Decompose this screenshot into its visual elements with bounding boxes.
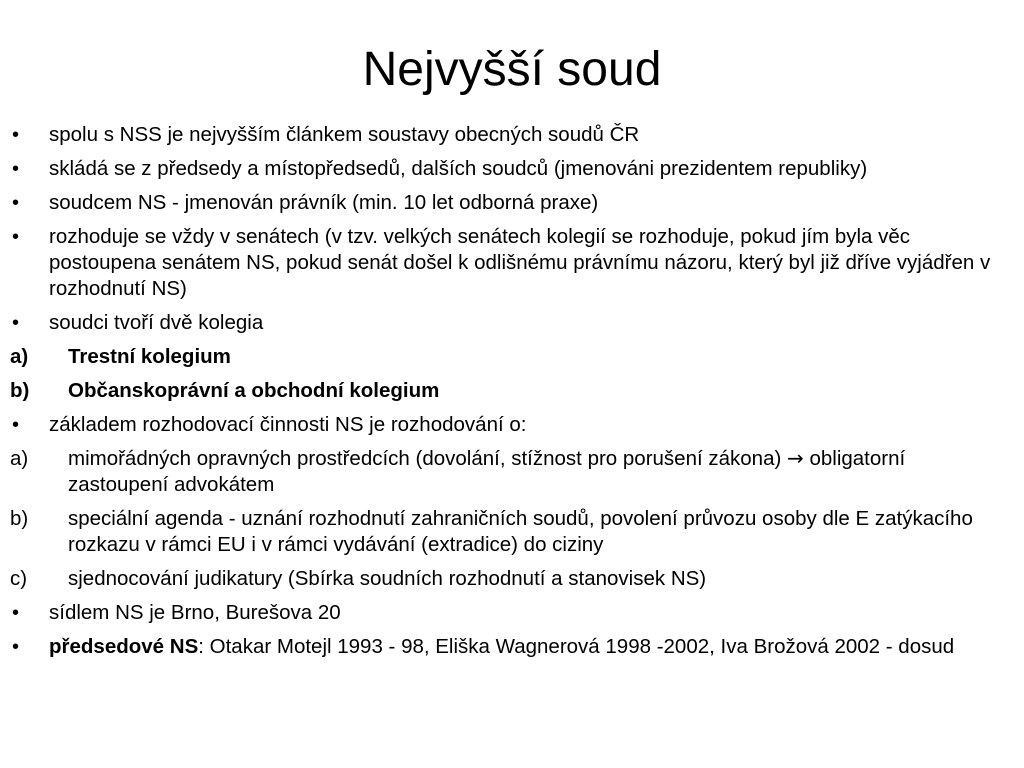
letter-marker: c)	[10, 567, 28, 590]
list-item-text: spolu s NSS je nejvyšším článkem soustavy obecných soudů ČR	[49, 123, 640, 146]
list-item-text: soudcem NS - jmenován právník (min. 10 let odborná praxe)	[49, 191, 599, 214]
bullet-marker: •	[12, 124, 20, 146]
list-item	[10, 224, 1010, 302]
list-item-text-part: obligatorní zastoupení advokátem	[68, 447, 906, 496]
list-item-text: sídlem NS je Brno, Burešova 20	[49, 601, 341, 624]
list-item	[10, 566, 1010, 592]
slide-title: Nejvyšší soud	[362, 43, 662, 96]
bullet-marker: •	[12, 312, 20, 334]
bold-label: předsedové NS	[49, 635, 199, 658]
list-item-kolegium	[10, 344, 1010, 370]
list-item	[10, 634, 1010, 660]
list-item	[10, 506, 1010, 558]
letter-marker: b)	[10, 507, 29, 530]
bullet-marker: •	[12, 226, 20, 248]
list-item-text-part: mimořádných opravných prostředcích (dovolání, stížnost pro porušení zákona)	[68, 447, 787, 470]
list-item	[10, 156, 1010, 182]
list-item	[10, 412, 1010, 438]
list-item-text-part: Otakar Motejl 1993 - 98, Eliška Wagnerová 1998 -2002, Iva Brožová 2002 - dosud	[203, 635, 955, 658]
list-item-text: Trestní kolegium	[68, 345, 231, 368]
list-item-text: Občanskoprávní a obchodní kolegium	[68, 379, 440, 402]
bullet-marker: •	[12, 636, 20, 658]
bullet-marker: •	[12, 158, 20, 180]
arrow-right-icon: →	[787, 446, 804, 470]
list-item-text: sjednocování judikatury (Sbírka soudních rozhodnutí a stanovisek NS)	[68, 567, 707, 590]
list-item-text: základem rozhodovací činnosti NS je rozhodování o:	[49, 413, 527, 436]
list-item	[10, 122, 1010, 148]
list-item-text: rozhoduje se vždy v senátech (v tzv. velkých senátech kolegií se rozhoduje, pokud jím byla věc postoupena senátem NS, pokud senát došel k odlišnému právnímu názoru, který byl již dříve vyjádřen v rozhodnutí NS)	[49, 225, 991, 300]
bullet-list	[10, 122, 1010, 668]
letter-marker: b)	[10, 379, 30, 402]
bullet-marker: •	[12, 414, 20, 436]
list-item	[10, 190, 1010, 216]
list-item-text: soudci tvoří dvě kolegia	[49, 311, 264, 334]
bullet-marker: •	[12, 602, 20, 624]
list-item-text: speciální agenda - uznání rozhodnutí zahraničních soudů, povolení průvozu osoby dle E zatýkacího rozkazu v rámci EU i v rámci vydávání (extradice) do ciziny	[68, 507, 973, 556]
letter-marker: a)	[10, 447, 29, 470]
list-item-kolegium	[10, 378, 1010, 404]
letter-marker: a)	[10, 345, 29, 368]
list-item	[10, 446, 1010, 498]
colon: :	[198, 635, 204, 658]
list-item	[10, 310, 1010, 336]
list-item-text: skládá se z předsedy a místopředsedů, dalších soudců (jmenováni prezidentem republiky)	[49, 157, 868, 180]
bullet-marker: •	[12, 192, 20, 214]
list-item-text	[49, 634, 1010, 660]
list-item	[10, 600, 1010, 626]
list-item-text	[68, 446, 1010, 498]
